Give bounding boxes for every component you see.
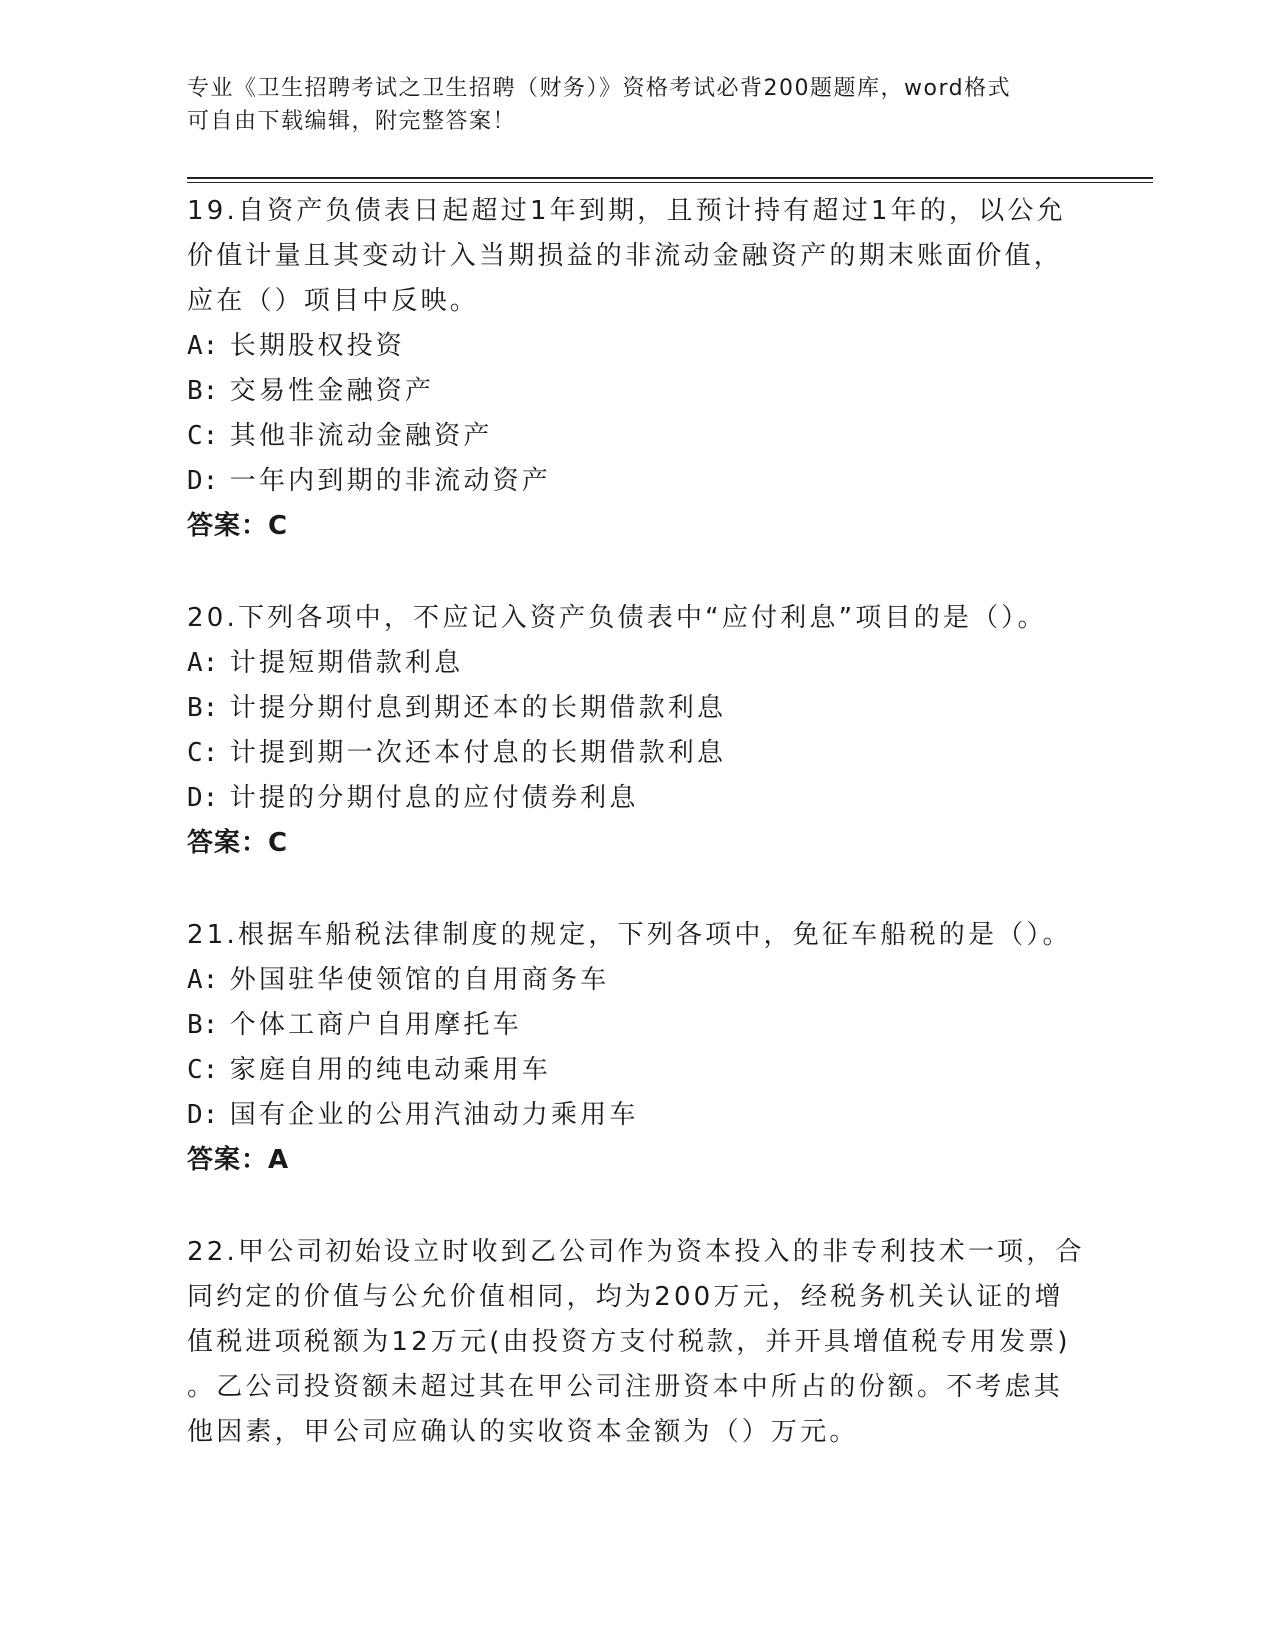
option-letter: C:	[187, 421, 219, 451]
question-line: 19.自资产负债表日起超过1年到期，且预计持有超过1年的，以公允	[187, 196, 1066, 226]
option-a	[187, 958, 1087, 1003]
question-text	[187, 913, 1087, 958]
answer-line: 答案：C	[187, 511, 289, 541]
question-text	[187, 189, 1087, 324]
option-c	[187, 731, 1087, 776]
option-text: 其他非流动金融资产	[229, 421, 493, 451]
option-letter: D:	[187, 783, 219, 813]
option-letter: D:	[187, 1100, 219, 1130]
option-letter: A:	[187, 648, 219, 678]
option-a	[187, 641, 1087, 686]
option-letter: C:	[187, 1055, 219, 1085]
question-line: 21.根据车船税法律制度的规定，下列各项中，免征车船税的是（）。	[187, 920, 1072, 950]
question-line: 同约定的价值与公允价值相同，均为200万元，经税务机关认证的增	[187, 1282, 1064, 1312]
option-d	[187, 1093, 1087, 1138]
question-21	[187, 913, 1087, 1183]
option-text: 个体工商户自用摩托车	[229, 1010, 522, 1040]
question-line: 值税进项税额为12万元(由投资方支付税款，并开具增值税专用发票)	[187, 1327, 1071, 1357]
question-line: 22.甲公司初始设立时收到乙公司作为资本投入的非专利技术一项，合	[187, 1237, 1085, 1267]
question-line: 应在（）项目中反映。	[187, 286, 480, 316]
header-divider-thick	[187, 177, 1153, 179]
option-b	[187, 369, 1087, 414]
option-letter: D:	[187, 466, 219, 496]
question-20	[187, 596, 1087, 866]
option-c	[187, 414, 1087, 459]
question-22	[187, 1230, 1087, 1455]
option-text: 计提的分期付息的应付债券利息	[229, 783, 639, 813]
option-b	[187, 1003, 1087, 1048]
option-d	[187, 776, 1087, 821]
header-divider-thin	[187, 182, 1153, 183]
option-c	[187, 1048, 1087, 1093]
question-19	[187, 189, 1087, 549]
option-text: 交易性金融资产	[229, 376, 435, 406]
answer-line: 答案：A	[187, 1145, 290, 1175]
question-list	[187, 189, 1087, 1502]
option-letter: A:	[187, 331, 219, 361]
question-text	[187, 596, 1087, 641]
question-line: 价值计量且其变动计入当期损益的非流动金融资产的期末账面价值，	[187, 241, 1064, 271]
option-text: 一年内到期的非流动资产	[229, 466, 551, 496]
question-text	[187, 1230, 1087, 1455]
question-line: 20.下列各项中，不应记入资产负债表中“应付利息”项目的是（）。	[187, 603, 1047, 633]
question-line: 他因素，甲公司应确认的实收资本金额为（）万元。	[187, 1417, 859, 1447]
option-text: 长期股权投资	[229, 331, 405, 361]
option-text: 计提分期付息到期还本的长期借款利息	[229, 693, 727, 723]
option-letter: A:	[187, 965, 219, 995]
option-letter: B:	[187, 693, 219, 723]
option-text: 国有企业的公用汽油动力乘用车	[229, 1100, 639, 1130]
option-text: 计提到期一次还本付息的长期借款利息	[229, 738, 727, 768]
option-text: 计提短期借款利息	[229, 648, 464, 678]
option-d	[187, 459, 1087, 504]
option-a	[187, 324, 1087, 369]
option-letter: C:	[187, 738, 219, 768]
option-b	[187, 686, 1087, 731]
option-letter: B:	[187, 376, 219, 406]
option-text: 外国驻华使领馆的自用商务车	[229, 965, 610, 995]
header-line-1: 专业《卫生招聘考试之卫生招聘（财务）》资格考试必背200题题库，word格式	[187, 76, 1012, 101]
answer-line: 答案：C	[187, 828, 289, 858]
option-letter: B:	[187, 1010, 219, 1040]
header-line-2: 可自由下载编辑，附完整答案！	[187, 109, 517, 134]
option-text: 家庭自用的纯电动乘用车	[229, 1055, 551, 1085]
document-header	[187, 72, 1087, 138]
question-line: 。乙公司投资额未超过其在甲公司注册资本中所占的份额。不考虑其	[187, 1372, 1064, 1402]
